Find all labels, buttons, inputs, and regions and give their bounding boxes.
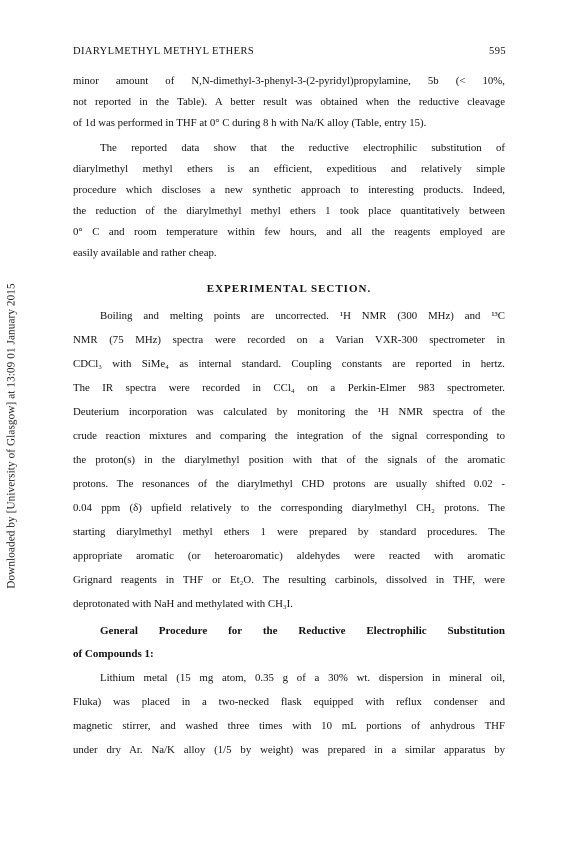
procedure-heading-line: General Procedure for the Reductive Electrophilic Substitution	[100, 625, 505, 637]
text-line: not reported in the Table). A better result was obtained when the reductive cleavage	[73, 96, 505, 108]
text-line: magnetic stirrer, and washed three times with 10 mL portions of anhydrous THF	[73, 720, 505, 732]
procedure-heading	[73, 620, 505, 666]
text-line: the proton(s) in the diarylmethyl position with that of the signals of the aromatic	[73, 454, 505, 466]
paragraph-1	[73, 71, 505, 134]
text-line: starting diarylmethyl methyl ethers 1 were prepared by standard procedures. The	[73, 526, 505, 538]
text-line: under dry Ar. Na/K alloy (1/5 by weight) was prepared in a similar apparatus by	[73, 744, 505, 756]
text-line: Lithium metal (15 mg atom, 0.35 g of a 30% wt. dispersion in mineral oil,	[100, 672, 505, 684]
text-line: Deuterium incorporation was calculated by monitoring the ¹H NMR spectra of the	[73, 406, 505, 418]
text-line: NMR (75 MHz) spectra were recorded on a Varian VXR-300 spectrometer in	[73, 334, 505, 346]
download-note: Downloaded by [University of Glasgow] at 13:09 01 January 2015	[6, 283, 19, 589]
section-heading: EXPERIMENTAL SECTION.	[206, 283, 372, 295]
paragraph-4	[73, 666, 505, 762]
running-title: DIARYLMETHYL METHYL ETHERS	[73, 46, 255, 57]
article-body	[73, 71, 505, 762]
text-line: crude reaction mixtures and comparing the integration of the signal corresponding to	[73, 430, 505, 442]
text-line: appropriate aromatic (or heteroaromatic) aldehydes were reacted with aromatic	[73, 550, 505, 562]
text-line: easily available and rather cheap.	[73, 247, 217, 259]
page-number: 595	[489, 46, 506, 57]
text-line: the reduction of the diarylmethyl methyl ethers 1 took place quantitatively between	[73, 205, 505, 217]
text-line: deprotonated with NaH and methylated with CH₃I.	[73, 598, 293, 610]
text-line: 0.04 ppm (δ) upfield relatively to the corresponding diarylmethyl CH₂ protons. The	[73, 502, 505, 514]
text-line: Grignard reagents in THF or Et₂O. The resulting carbinols, dissolved in THF, were	[73, 574, 505, 586]
text-line: diarylmethyl methyl ethers is an efficient, expeditious and relatively simple	[73, 163, 505, 175]
procedure-heading-line: of Compounds 1:	[73, 648, 154, 660]
text-line: procedure which discloses a new synthetic approach to interesting products. Indeed,	[73, 184, 505, 196]
text-line: Fluka) was placed in a two-necked flask equipped with reflux condenser and	[73, 696, 505, 708]
running-header	[73, 46, 506, 57]
text-line: The reported data show that the reductive electrophilic substitution of	[100, 142, 505, 154]
download-watermark	[2, 246, 22, 626]
text-line: of 1d was performed in THF at 0° C during 8 h with Na/K alloy (Table, entry 15).	[73, 117, 427, 129]
paragraph-2	[73, 138, 505, 264]
text-line: 0° C and room temperature within few hours, and all the reagents employed are	[73, 226, 505, 238]
text-line: The IR spectra were recorded in CCl₄ on a Perkin-Elmer 983 spectrometer.	[73, 382, 505, 394]
paragraph-3	[73, 304, 505, 616]
text-line: Boiling and melting points are uncorrected. ¹H NMR (300 MHz) and ¹³C	[100, 310, 505, 322]
text-line: protons. The resonances of the diarylmethyl CHD protons are usually shifted 0.02 -	[73, 478, 505, 490]
text-line: CDCl₃ with SiMe₄ as internal standard. Coupling constants are reported in hertz.	[73, 358, 505, 370]
text-line: minor amount of N,N-dimethyl-3-phenyl-3-(2-pyridyl)propylamine, 5b (< 10%,	[73, 75, 505, 87]
